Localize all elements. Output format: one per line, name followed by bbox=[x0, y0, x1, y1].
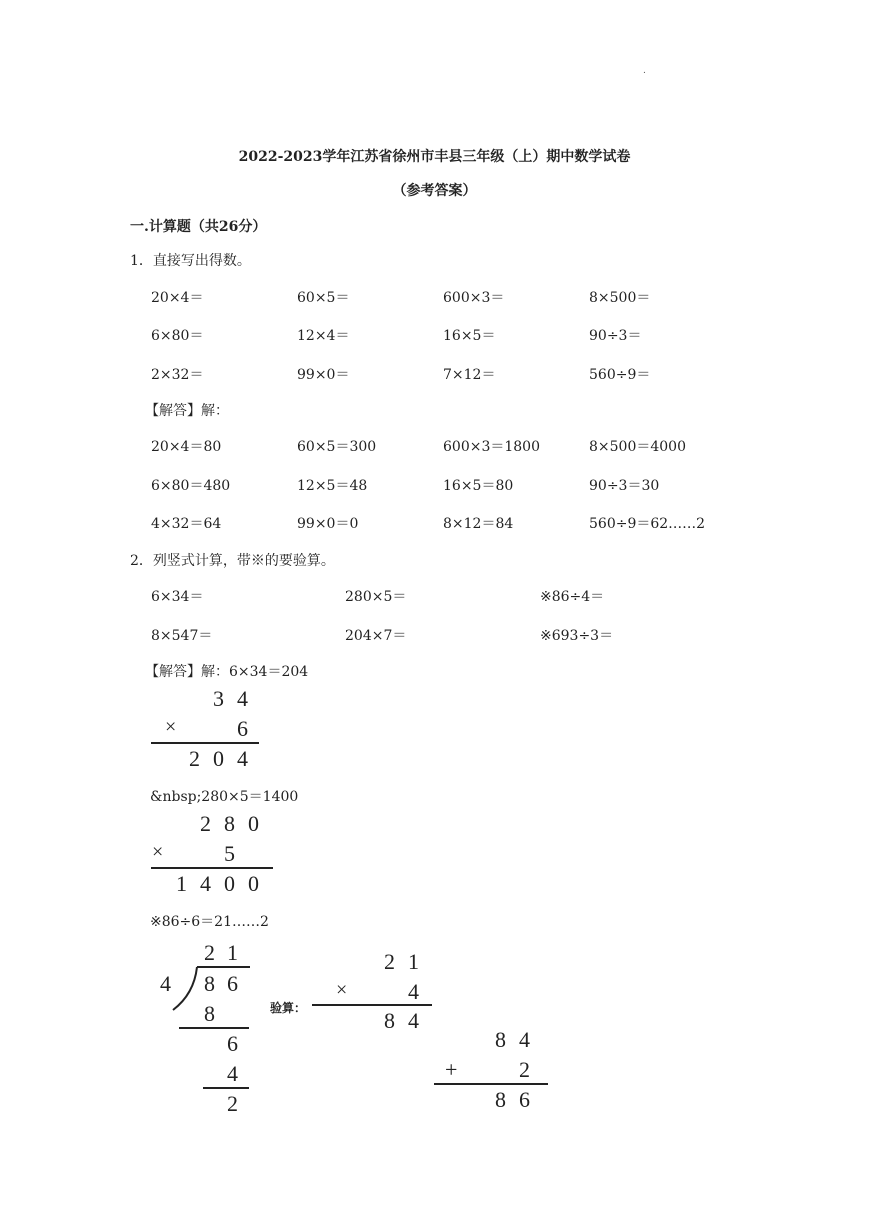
digit: 2 bbox=[189, 746, 200, 771]
q2-answer-label: 【解答】解：6×34＝204 bbox=[145, 664, 309, 680]
digit: 4 bbox=[237, 686, 248, 711]
q1-answer: 20×4＝80 bbox=[151, 439, 222, 455]
digit: 0 bbox=[248, 811, 259, 836]
result-line bbox=[312, 1004, 432, 1006]
q1-answer: 8×500＝4000 bbox=[589, 439, 686, 455]
digit: 4 bbox=[408, 979, 419, 1004]
multiply-sign: × bbox=[152, 841, 164, 863]
digit: 2 bbox=[200, 811, 211, 836]
multiply-sign: × bbox=[336, 979, 348, 1001]
q2-item: 6×34＝ bbox=[151, 589, 204, 605]
question-1-prompt: 1．直接写出得数。 bbox=[130, 253, 251, 269]
division-line bbox=[203, 1087, 249, 1089]
result-line bbox=[151, 867, 273, 869]
digit: 0 bbox=[224, 871, 235, 896]
division-line bbox=[179, 1027, 249, 1029]
page-subtitle: （参考答案） bbox=[392, 183, 477, 199]
division-bracket bbox=[170, 966, 200, 1012]
q1-answer: 60×5＝300 bbox=[297, 439, 377, 455]
q1-answer: 6×80＝480 bbox=[151, 478, 231, 494]
q1-answer: 16×5＝80 bbox=[443, 478, 514, 494]
digit: 8 bbox=[224, 811, 235, 836]
digit: 6 bbox=[519, 1087, 530, 1112]
q1-answer: 4×32＝64 bbox=[151, 516, 222, 532]
q2-item: 204×7＝ bbox=[345, 628, 407, 644]
remainder: 2 bbox=[227, 1091, 238, 1116]
digit: 4 bbox=[200, 871, 211, 896]
q1-item: 6×80＝ bbox=[151, 328, 204, 344]
q1-answer: 90÷3＝30 bbox=[589, 478, 660, 494]
q1-item: 2×32＝ bbox=[151, 367, 204, 383]
question-2-prompt: 2．列竖式计算，带※的要验算。 bbox=[130, 553, 335, 569]
digit: 5 bbox=[224, 841, 235, 866]
divisor: 4 bbox=[160, 971, 171, 996]
q1-answer: 12×5＝48 bbox=[297, 478, 368, 494]
q1-item: 90÷3＝ bbox=[589, 328, 642, 344]
q1-item: 560÷9＝ bbox=[589, 367, 651, 383]
digit: 3 bbox=[213, 686, 224, 711]
q1-item: 20×4＝ bbox=[151, 290, 204, 306]
result-line bbox=[151, 742, 259, 744]
q1-item: 16×5＝ bbox=[443, 328, 496, 344]
digit: 2 bbox=[384, 949, 395, 974]
digit: 0 bbox=[248, 871, 259, 896]
q1-item: 60×5＝ bbox=[297, 290, 350, 306]
digit: 1 bbox=[227, 940, 238, 965]
digit: 4 bbox=[408, 1008, 419, 1033]
q1-answer: 560÷9＝62……2 bbox=[589, 516, 706, 532]
work-2-label: &nbsp;280×5＝1400 bbox=[150, 789, 299, 805]
q1-item: 12×4＝ bbox=[297, 328, 350, 344]
digit: 6 bbox=[227, 1031, 238, 1056]
q1-answer: 8×12＝84 bbox=[443, 516, 514, 532]
digit: 8 bbox=[495, 1087, 506, 1112]
work-3-label: ※86÷6＝21……2 bbox=[150, 914, 269, 930]
verify-label: 验算： bbox=[270, 1001, 307, 1015]
result-line bbox=[434, 1083, 548, 1085]
digit: 4 bbox=[519, 1027, 530, 1052]
q1-item: 7×12＝ bbox=[443, 367, 496, 383]
header-dot: . bbox=[643, 66, 646, 76]
digit: 2 bbox=[519, 1057, 530, 1082]
digit: 4 bbox=[237, 746, 248, 771]
digit: 6 bbox=[227, 971, 238, 996]
digit: 8 bbox=[204, 971, 215, 996]
q1-item: 600×3＝ bbox=[443, 290, 505, 306]
digit: 8 bbox=[384, 1008, 395, 1033]
q1-answer: 600×3＝1800 bbox=[443, 439, 540, 455]
q1-item: 8×500＝ bbox=[589, 290, 651, 306]
q2-item: 8×547＝ bbox=[151, 628, 213, 644]
q1-item: 99×0＝ bbox=[297, 367, 350, 383]
digit: 1 bbox=[176, 871, 187, 896]
digit: 4 bbox=[227, 1061, 238, 1086]
digit: 6 bbox=[237, 716, 248, 741]
q2-item: ※86÷4＝ bbox=[540, 589, 605, 605]
q2-item: ※693÷3＝ bbox=[540, 628, 614, 644]
digit: 2 bbox=[204, 940, 215, 965]
q2-item: 280×5＝ bbox=[345, 589, 407, 605]
digit: 1 bbox=[408, 949, 419, 974]
multiply-sign: × bbox=[165, 716, 177, 738]
section-heading: 一.计算题（共26分） bbox=[130, 219, 267, 235]
division-bar bbox=[197, 966, 250, 968]
plus-sign: + bbox=[445, 1057, 458, 1082]
page-title: 2022-2023学年江苏省徐州市丰县三年级（上）期中数学试卷 bbox=[238, 149, 631, 165]
digit: 0 bbox=[213, 746, 224, 771]
q1-answer: 99×0＝0 bbox=[297, 516, 359, 532]
digit: 8 bbox=[204, 1001, 215, 1026]
digit: 8 bbox=[495, 1027, 506, 1052]
q1-answer-label: 【解答】解： bbox=[145, 403, 229, 419]
